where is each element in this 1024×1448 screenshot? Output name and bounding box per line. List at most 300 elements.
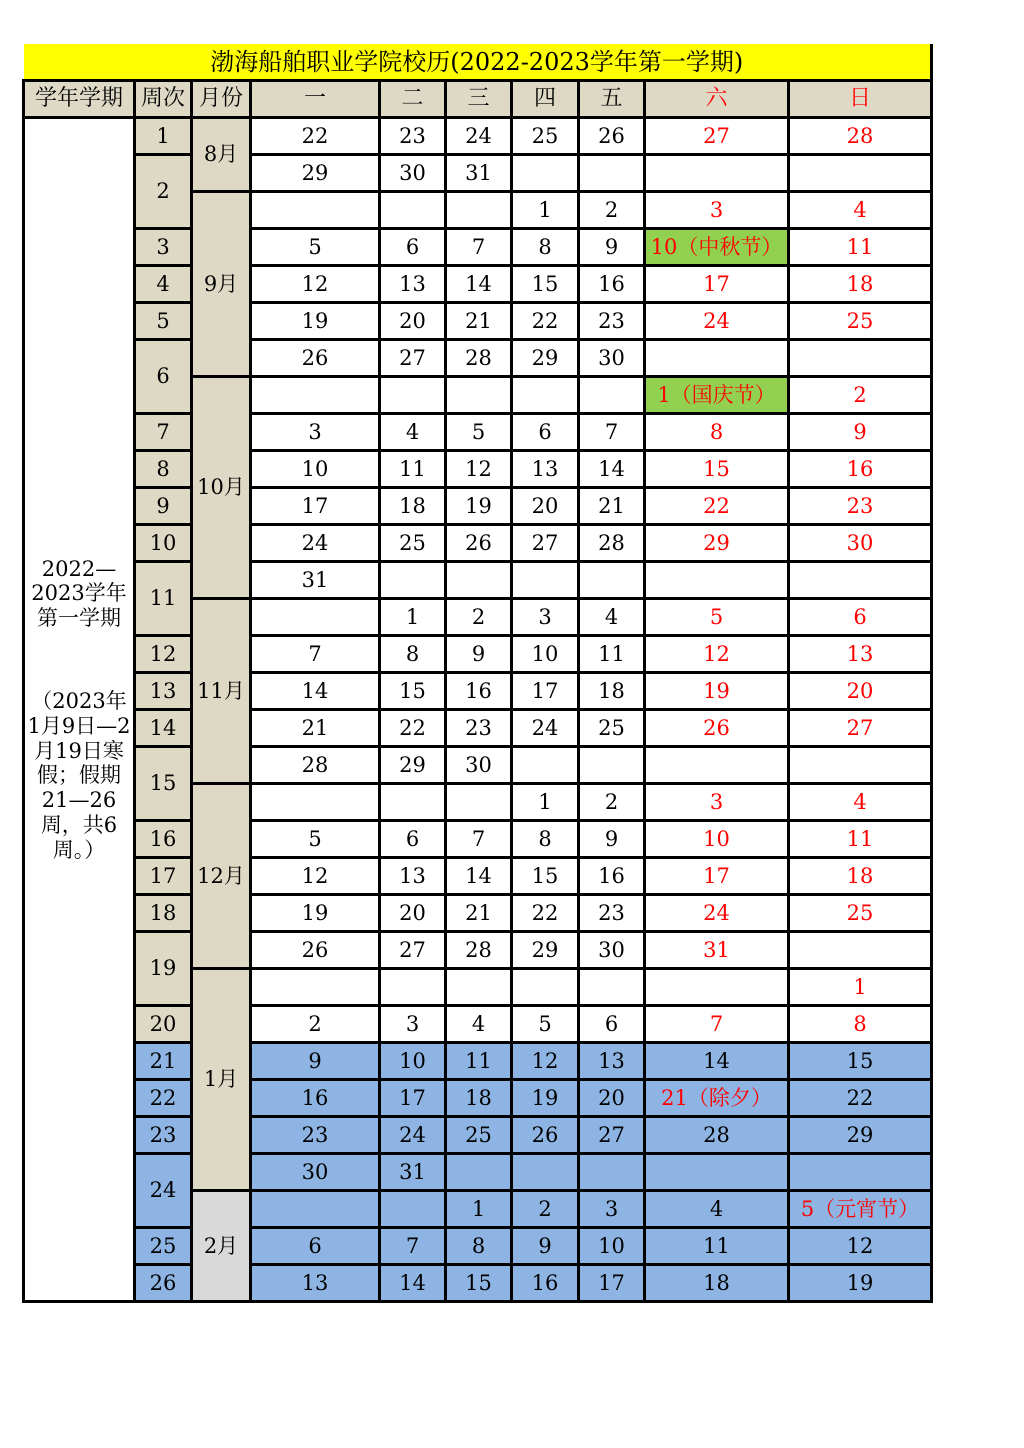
day-cell: 26 [512,1117,579,1154]
day-cell: 25 [579,710,645,747]
day-cell: 3 [512,599,579,636]
day-cell: 20 [789,673,932,710]
day-cell: 8 [645,414,789,451]
day-cell: 9 [579,821,645,858]
day-cell [251,969,380,1006]
day-cell: 14 [251,673,380,710]
day-cell: 29 [512,932,579,969]
day-cell: 23 [789,488,932,525]
day-cell: 27 [789,710,932,747]
day-cell: 15 [512,266,579,303]
term-spacer [27,631,131,689]
day-cell: 2 [789,377,932,414]
day-cell: 9 [251,1043,380,1080]
day-cell: 2 [251,1006,380,1043]
day-cell: 26 [579,118,645,155]
day-cell: 22 [789,1080,932,1117]
header-row [24,81,932,118]
day-cell: 22 [512,303,579,340]
week-number: 9 [135,488,192,525]
calendar-row [24,303,932,340]
day-cell: 24 [380,1117,446,1154]
day-cell: 3 [579,1191,645,1228]
day-cell: 10 [512,636,579,673]
calendar-row [24,1043,932,1080]
day-cell: 15 [512,858,579,895]
header-day-3: 三 [446,81,512,118]
calendar-title: 渤海船舶职业学院校历(2022-2023学年第一学期) [24,44,932,81]
calendar-row [24,155,932,192]
day-cell: 24 [512,710,579,747]
day-cell: 27 [579,1117,645,1154]
day-cell [789,340,932,377]
day-cell: 31 [251,562,380,599]
calendar-row [24,266,932,303]
day-cell: 11 [645,1228,789,1265]
day-cell: 24 [446,118,512,155]
week-number: 26 [135,1265,192,1302]
calendar-row [24,562,932,599]
day-cell: 14 [380,1265,446,1302]
week-number: 2 [135,155,192,229]
term-note: （2023年1月9日—2月19日寒假；假期21—26周，共6周。） [27,688,131,862]
week-number: 23 [135,1117,192,1154]
day-cell: 26 [645,710,789,747]
day-cell: 13 [251,1265,380,1302]
day-cell: 13 [512,451,579,488]
day-cell: 16 [446,673,512,710]
day-cell: 24 [645,303,789,340]
day-cell: 18 [789,858,932,895]
day-cell: 21（除夕） [645,1080,789,1117]
term-label: 2022—2023学年第一学期 [31,556,127,631]
day-cell: 19 [446,488,512,525]
day-cell: 22 [251,118,380,155]
month-label: 11月 [192,599,251,784]
day-cell: 30 [579,932,645,969]
day-cell: 7 [579,414,645,451]
day-cell: 29 [512,340,579,377]
day-cell: 29 [251,155,380,192]
day-cell: 24 [251,525,380,562]
day-cell: 16 [789,451,932,488]
week-number: 11 [135,562,192,636]
calendar-row [24,340,932,377]
day-cell: 5 [446,414,512,451]
day-cell: 27 [645,118,789,155]
day-cell [446,969,512,1006]
calendar-row [24,895,932,932]
week-number: 15 [135,747,192,821]
day-cell: 4 [789,784,932,821]
day-cell: 21 [446,895,512,932]
day-cell: 21 [446,303,512,340]
calendar-row [24,932,932,969]
day-cell: 6 [512,414,579,451]
day-cell: 10 [579,1228,645,1265]
day-cell: 1 [380,599,446,636]
day-cell [446,562,512,599]
day-cell: 17 [645,858,789,895]
header-day-6: 六 [645,81,789,118]
day-cell: 27 [512,525,579,562]
day-cell [251,599,380,636]
day-cell: 25 [789,895,932,932]
day-cell: 8 [446,1228,512,1265]
day-cell: 7 [446,821,512,858]
day-cell: 22 [380,710,446,747]
day-cell: 1 [446,1191,512,1228]
day-cell: 23 [579,895,645,932]
day-cell: 10 [645,821,789,858]
day-cell: 12 [512,1043,579,1080]
week-number: 8 [135,451,192,488]
day-cell: 13 [789,636,932,673]
day-cell: 31 [645,932,789,969]
day-cell: 3 [645,784,789,821]
day-cell: 27 [380,340,446,377]
month-label: 2月 [192,1191,251,1302]
header-day-5: 五 [579,81,645,118]
day-cell: 13 [579,1043,645,1080]
day-cell: 20 [380,303,446,340]
day-cell: 6 [789,599,932,636]
day-cell [645,969,789,1006]
day-cell: 2 [579,784,645,821]
week-number: 20 [135,1006,192,1043]
day-cell [446,1154,512,1191]
day-cell: 18 [446,1080,512,1117]
day-cell: 15 [380,673,446,710]
week-number: 12 [135,636,192,673]
week-number: 6 [135,340,192,414]
day-cell: 28 [446,932,512,969]
day-cell: 7 [380,1228,446,1265]
day-cell: 16 [251,1080,380,1117]
day-cell: 18 [579,673,645,710]
day-cell: 30 [579,340,645,377]
day-cell: 3 [645,192,789,229]
calendar-row [24,1154,932,1191]
day-cell: 2 [446,599,512,636]
day-cell: 15 [446,1265,512,1302]
day-cell: 1 [512,784,579,821]
day-cell: 14 [579,451,645,488]
header-month: 月份 [192,81,251,118]
day-cell: 4 [446,1006,512,1043]
day-cell [789,155,932,192]
calendar-row [24,1265,932,1302]
day-cell [380,562,446,599]
day-cell [645,1154,789,1191]
week-number: 13 [135,673,192,710]
day-cell: 30 [380,155,446,192]
day-cell [512,969,579,1006]
day-cell: 11 [446,1043,512,1080]
day-cell [380,784,446,821]
day-cell: 9 [789,414,932,451]
calendar-row [24,747,932,784]
month-label: 10月 [192,377,251,599]
day-cell: 30 [251,1154,380,1191]
day-cell: 18 [645,1265,789,1302]
day-cell: 31 [446,155,512,192]
day-cell: 4 [645,1191,789,1228]
calendar-row [24,1228,932,1265]
day-cell: 22 [645,488,789,525]
day-cell [251,192,380,229]
day-cell: 11 [789,821,932,858]
day-cell: 14 [446,266,512,303]
day-cell [512,747,579,784]
day-cell: 30 [789,525,932,562]
week-number: 21 [135,1043,192,1080]
calendar-row [24,858,932,895]
day-cell [645,562,789,599]
week-number: 16 [135,821,192,858]
day-cell: 18 [789,266,932,303]
day-cell [446,377,512,414]
day-cell: 11 [579,636,645,673]
day-cell: 15 [645,451,789,488]
day-cell: 19 [645,673,789,710]
day-cell: 29 [789,1117,932,1154]
day-cell [789,747,932,784]
day-cell: 8 [512,229,579,266]
day-cell: 12 [251,858,380,895]
week-number: 19 [135,932,192,1006]
day-cell: 9 [512,1228,579,1265]
day-cell: 14 [645,1043,789,1080]
week-number: 3 [135,229,192,266]
day-cell: 17 [251,488,380,525]
day-cell [789,562,932,599]
day-cell: 20 [579,1080,645,1117]
day-cell: 8 [380,636,446,673]
week-number: 24 [135,1154,192,1228]
day-cell: 11 [380,451,446,488]
day-cell: 25 [789,303,932,340]
day-cell: 5（元宵节） [789,1191,932,1228]
day-cell: 19 [512,1080,579,1117]
month-label: 1月 [192,969,251,1191]
calendar-row [24,451,932,488]
day-cell: 21 [251,710,380,747]
month-label: 12月 [192,784,251,969]
day-cell: 17 [512,673,579,710]
day-cell: 5 [251,821,380,858]
calendar-row [24,636,932,673]
day-cell [380,192,446,229]
day-cell [579,562,645,599]
day-cell [579,155,645,192]
day-cell: 5 [251,229,380,266]
day-cell: 6 [380,229,446,266]
day-cell: 12 [645,636,789,673]
day-cell: 10 [251,451,380,488]
day-cell: 21 [579,488,645,525]
day-cell: 28 [789,118,932,155]
day-cell: 9 [446,636,512,673]
day-cell: 5 [512,1006,579,1043]
title-row [24,44,932,81]
day-cell: 17 [579,1265,645,1302]
day-cell: 26 [251,932,380,969]
day-cell: 7 [645,1006,789,1043]
day-cell: 31 [380,1154,446,1191]
day-cell: 1 [789,969,932,1006]
day-cell [512,562,579,599]
day-cell [789,1154,932,1191]
week-number: 7 [135,414,192,451]
day-cell: 17 [645,266,789,303]
day-cell [789,932,932,969]
day-cell: 14 [446,858,512,895]
week-number: 17 [135,858,192,895]
day-cell: 15 [789,1043,932,1080]
day-cell: 6 [251,1228,380,1265]
day-cell: 23 [579,303,645,340]
day-cell: 9 [579,229,645,266]
day-cell [512,377,579,414]
day-cell: 22 [512,895,579,932]
day-cell: 8 [512,821,579,858]
day-cell: 24 [645,895,789,932]
day-cell: 28 [645,1117,789,1154]
day-cell [579,377,645,414]
day-cell: 20 [380,895,446,932]
day-cell [579,969,645,1006]
day-cell: 5 [645,599,789,636]
day-cell: 11 [789,229,932,266]
calendar-row [24,1080,932,1117]
day-cell: 10（中秋节） [645,229,789,266]
week-number: 4 [135,266,192,303]
day-cell [579,1154,645,1191]
calendar-row [24,1006,932,1043]
day-cell: 27 [380,932,446,969]
week-number: 5 [135,303,192,340]
day-cell: 4 [789,192,932,229]
day-cell: 19 [789,1265,932,1302]
week-number: 25 [135,1228,192,1265]
day-cell: 6 [579,1006,645,1043]
week-number: 18 [135,895,192,932]
day-cell: 10 [380,1043,446,1080]
calendar-row [24,488,932,525]
day-cell: 3 [251,414,380,451]
day-cell: 30 [446,747,512,784]
calendar-row [24,414,932,451]
day-cell: 25 [446,1117,512,1154]
day-cell: 18 [380,488,446,525]
day-cell [251,1191,380,1228]
day-cell: 25 [512,118,579,155]
day-cell: 13 [380,858,446,895]
month-label: 9月 [192,192,251,377]
calendar-row [24,710,932,747]
school-calendar-table [22,44,933,1303]
calendar-row [24,118,932,155]
week-number: 22 [135,1080,192,1117]
day-cell [446,192,512,229]
day-cell: 28 [446,340,512,377]
day-cell: 12 [789,1228,932,1265]
month-label: 8月 [192,118,251,192]
day-cell: 16 [579,858,645,895]
week-number: 10 [135,525,192,562]
day-cell: 2 [512,1191,579,1228]
day-cell: 16 [579,266,645,303]
day-cell: 12 [251,266,380,303]
day-cell: 29 [380,747,446,784]
day-cell: 25 [380,525,446,562]
day-cell: 23 [251,1117,380,1154]
day-cell: 12 [446,451,512,488]
week-number: 14 [135,710,192,747]
header-day-1: 一 [251,81,380,118]
header-week: 周次 [135,81,192,118]
day-cell: 29 [645,525,789,562]
day-cell: 4 [579,599,645,636]
day-cell: 23 [446,710,512,747]
day-cell: 2 [579,192,645,229]
day-cell: 26 [446,525,512,562]
day-cell: 4 [380,414,446,451]
header-day-2: 二 [380,81,446,118]
calendar-row [24,673,932,710]
day-cell: 28 [251,747,380,784]
day-cell [251,377,380,414]
day-cell: 19 [251,303,380,340]
day-cell: 16 [512,1265,579,1302]
day-cell [579,747,645,784]
day-cell: 7 [251,636,380,673]
day-cell [512,155,579,192]
day-cell: 6 [380,821,446,858]
day-cell [380,1191,446,1228]
header-day-4: 四 [512,81,579,118]
day-cell: 28 [579,525,645,562]
week-number: 1 [135,118,192,155]
day-cell [380,969,446,1006]
day-cell [512,1154,579,1191]
day-cell [645,747,789,784]
header-term: 学年学期 [24,81,135,118]
calendar-row [24,229,932,266]
day-cell: 1 [512,192,579,229]
day-cell: 26 [251,340,380,377]
day-cell [251,784,380,821]
day-cell: 20 [512,488,579,525]
day-cell [446,784,512,821]
day-cell [645,155,789,192]
header-day-7: 日 [789,81,932,118]
day-cell: 1（国庆节） [645,377,789,414]
day-cell [645,340,789,377]
calendar-row [24,1117,932,1154]
day-cell: 8 [789,1006,932,1043]
calendar-row [24,821,932,858]
day-cell [380,377,446,414]
day-cell: 7 [446,229,512,266]
day-cell: 13 [380,266,446,303]
calendar-row [24,525,932,562]
day-cell: 17 [380,1080,446,1117]
day-cell: 19 [251,895,380,932]
term-cell [24,118,135,1302]
day-cell: 3 [380,1006,446,1043]
